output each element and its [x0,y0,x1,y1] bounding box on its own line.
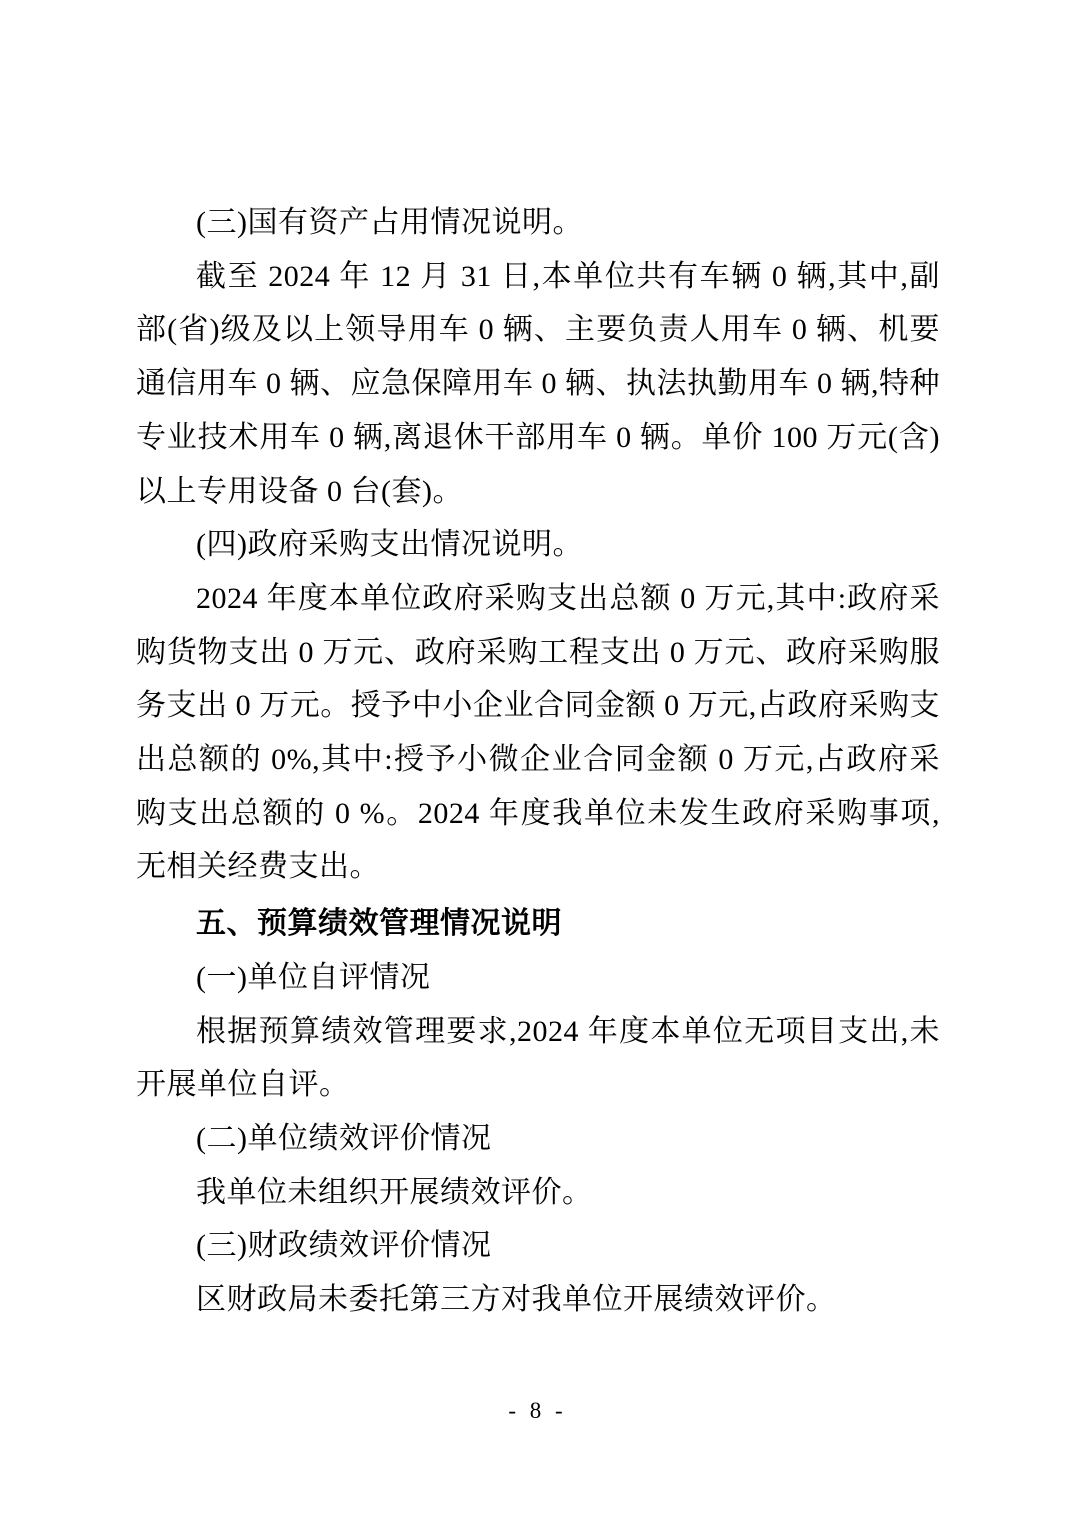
subheading-unit-self-evaluation: (一)单位自评情况 [196,960,431,994]
paragraph-state-assets: 截至 2024 年 12 月 31 日,本单位共有车辆 0 辆,其中,副部(省)级及以上领导用车 0 辆、主要负责人用车 0 辆、机要通信用车 0 辆、应急保障用车 0 辆、执法执勤用车 0 辆,特种专业技术用车 0 辆,离退休干部用车 0 辆。单价 100 万元(含)以上专用设备 0 台(套)。 [136,259,940,508]
subheading-state-assets: (三)国有资产占用情况说明。 [196,206,583,239]
subheading-government-procurement: (四)政府采购支出情况说明。 [196,528,583,562]
page-footer [0,1398,1075,1424]
section-heading-budget-performance: 五、预算绩效管理情况说明 [196,907,562,941]
page-number: - 8 - [508,1398,567,1423]
paragraph-government-procurement: 2024 年度本单位政府采购支出总额 0 万元,其中:政府采购货物支出 0 万元、政府采购工程支出 0 万元、政府采购服务支出 0 万元。授予中小企业合同金额 0 万元,占政府采购支出总额的 0%,其中:授予小微企业合同金额 0 万元,占政府采购支出总额的 0 %。2024 年度我单位未发生政府采购事项,无相关经费支出。 [136,581,940,884]
paragraph-fiscal-performance-evaluation: 区财政局未委托第三方对我单位开展绩效评价。 [196,1283,837,1317]
paragraph-unit-self-evaluation: 根据预算绩效管理要求,2024 年度本单位无项目支出,未开展单位自评。 [136,1014,940,1102]
paragraph-unit-performance-evaluation: 我单位未组织开展绩效评价。 [196,1175,593,1209]
document-content [136,196,940,1327]
subheading-unit-performance-evaluation: (二)单位绩效评价情况 [196,1121,492,1155]
subheading-fiscal-performance-evaluation: (三)财政绩效评价情况 [196,1229,492,1263]
